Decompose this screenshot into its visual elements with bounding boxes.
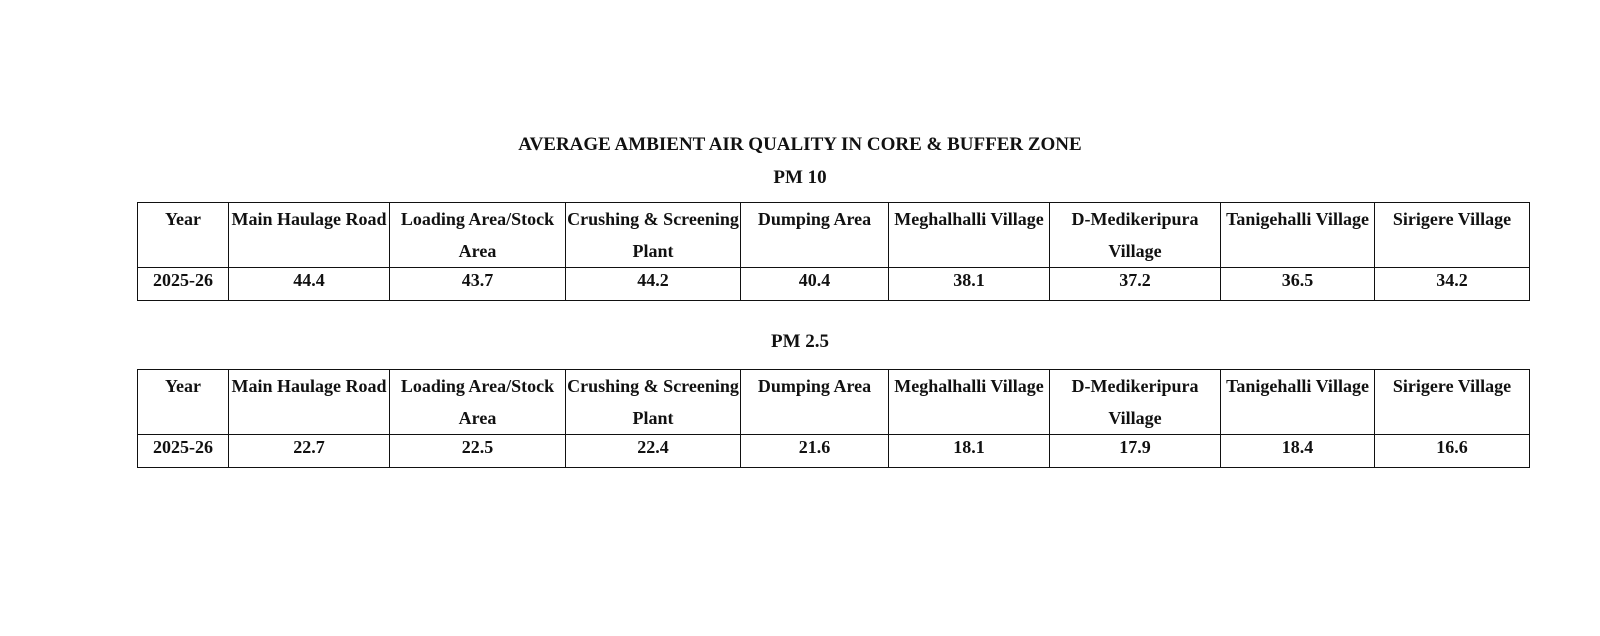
column-header: Main Haulage Road — [229, 370, 390, 435]
table-cell: 18.1 — [889, 435, 1050, 468]
column-header: Loading Area/Stock Area — [390, 203, 566, 268]
table-cell: 22.4 — [566, 435, 741, 468]
table-cell: 17.9 — [1050, 435, 1221, 468]
table-header-row — [138, 370, 1530, 435]
table-cell: 37.2 — [1050, 268, 1221, 301]
column-header: Year — [138, 203, 229, 268]
column-header: Dumping Area — [741, 370, 889, 435]
table-cell: 18.4 — [1221, 435, 1375, 468]
column-header: Main Haulage Road — [229, 203, 390, 268]
column-header: Tanigehalli Village — [1221, 203, 1375, 268]
column-header: Year — [138, 370, 229, 435]
table-cell: 22.7 — [229, 435, 390, 468]
column-header: Dumping Area — [741, 203, 889, 268]
table-cell: 43.7 — [390, 268, 566, 301]
pm10-heading: PM 10 — [773, 167, 827, 188]
table-cell: 36.5 — [1221, 268, 1375, 301]
table-row — [138, 435, 1530, 468]
table-cell: 40.4 — [741, 268, 889, 301]
table-cell: 21.6 — [741, 435, 889, 468]
column-header: D-Medikeripura Village — [1050, 203, 1221, 268]
table-cell: 44.2 — [566, 268, 741, 301]
table-cell: 44.4 — [229, 268, 390, 301]
document-title: AVERAGE AMBIENT AIR QUALITY IN CORE & BUFFER ZONE — [518, 134, 1082, 155]
column-header: D-Medikeripura Village — [1050, 370, 1221, 435]
table-cell: 34.2 — [1375, 268, 1530, 301]
pm25-heading: PM 2.5 — [770, 331, 830, 352]
column-header: Sirigere Village — [1375, 370, 1530, 435]
table-cell: 2025-26 — [138, 268, 229, 301]
column-header: Tanigehalli Village — [1221, 370, 1375, 435]
table-cell: 22.5 — [390, 435, 566, 468]
column-header: Crushing & Screening Plant — [566, 370, 741, 435]
pm25-table — [137, 369, 1530, 468]
column-header: Meghalhalli Village — [889, 370, 1050, 435]
column-header: Crushing & Screening Plant — [566, 203, 741, 268]
column-header: Loading Area/Stock Area — [390, 370, 566, 435]
column-header: Meghalhalli Village — [889, 203, 1050, 268]
column-header: Sirigere Village — [1375, 203, 1530, 268]
pm10-table — [137, 202, 1530, 301]
table-cell: 2025-26 — [138, 435, 229, 468]
table-row — [138, 268, 1530, 301]
table-cell: 38.1 — [889, 268, 1050, 301]
table-header-row — [138, 203, 1530, 268]
table-cell: 16.6 — [1375, 435, 1530, 468]
